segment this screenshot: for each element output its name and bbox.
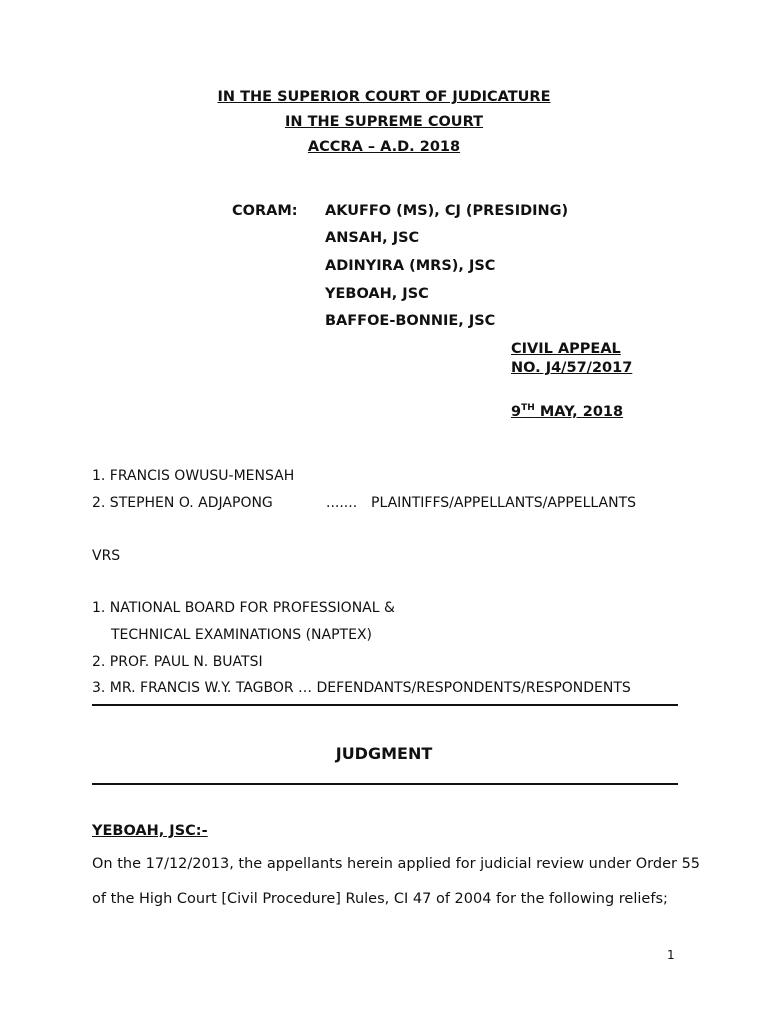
plaintiff-1: 1. FRANCIS OWUSU-MENSAH: [92, 468, 295, 484]
defendant-3: 3. MR. FRANCIS W.Y. TAGBOR … DEFENDANTS/RESPONDENTS/RESPONDENTS: [92, 680, 631, 696]
judgment-date: [511, 403, 623, 420]
court-header-line2: IN THE SUPREME COURT: [284, 114, 483, 130]
court-header-line3: ACCRA – A.D. 2018: [307, 139, 461, 155]
paragraph-line: of the High Court [Civil Procedure] Rules, CI 47 of 2004 for the following reliefs;: [92, 891, 668, 907]
coram-judge: ANSAH, JSC: [325, 230, 420, 246]
coram-judge: YEBOAH, JSC: [325, 286, 429, 302]
date-rest: MAY, 2018: [534, 403, 624, 420]
plaintiff-dots: .......: [326, 495, 358, 511]
date-ordinal: TH: [521, 403, 535, 413]
defendant-1: 1. NATIONAL BOARD FOR PROFESSIONAL &: [92, 600, 395, 616]
coram-judge: BAFFOE-BONNIE, JSC: [325, 313, 496, 329]
paragraph-line: On the 17/12/2013, the appellants herein applied for judicial review under Order 55: [92, 856, 701, 872]
appeal-number: NO. J4/57/2017: [511, 360, 633, 376]
defendant-1-cont: TECHNICAL EXAMINATIONS (NAPTEX): [111, 627, 373, 643]
judgment-title: JUDGMENT: [335, 744, 433, 763]
versus-label: VRS: [92, 548, 121, 564]
date-day: 9: [511, 403, 522, 420]
page-number: 1: [667, 948, 675, 962]
plaintiff-2: 2. STEPHEN O. ADJAPONG: [92, 495, 273, 511]
coram-label: CORAM:: [232, 203, 298, 219]
appeal-label: CIVIL APPEAL: [511, 341, 621, 357]
court-header-line1: IN THE SUPERIOR COURT OF JUDICATURE: [217, 89, 551, 105]
defendant-2: 2. PROF. PAUL N. BUATSI: [92, 654, 263, 670]
coram-judge: AKUFFO (MS), CJ (PRESIDING): [325, 203, 569, 219]
plaintiff-role: PLAINTIFFS/APPELLANTS/APPELLANTS: [371, 495, 637, 511]
judgment-author: YEBOAH, JSC:-: [92, 823, 208, 839]
divider-top: [92, 704, 678, 706]
coram-judge: ADINYIRA (MRS), JSC: [325, 258, 496, 274]
divider-bottom: [92, 783, 678, 785]
